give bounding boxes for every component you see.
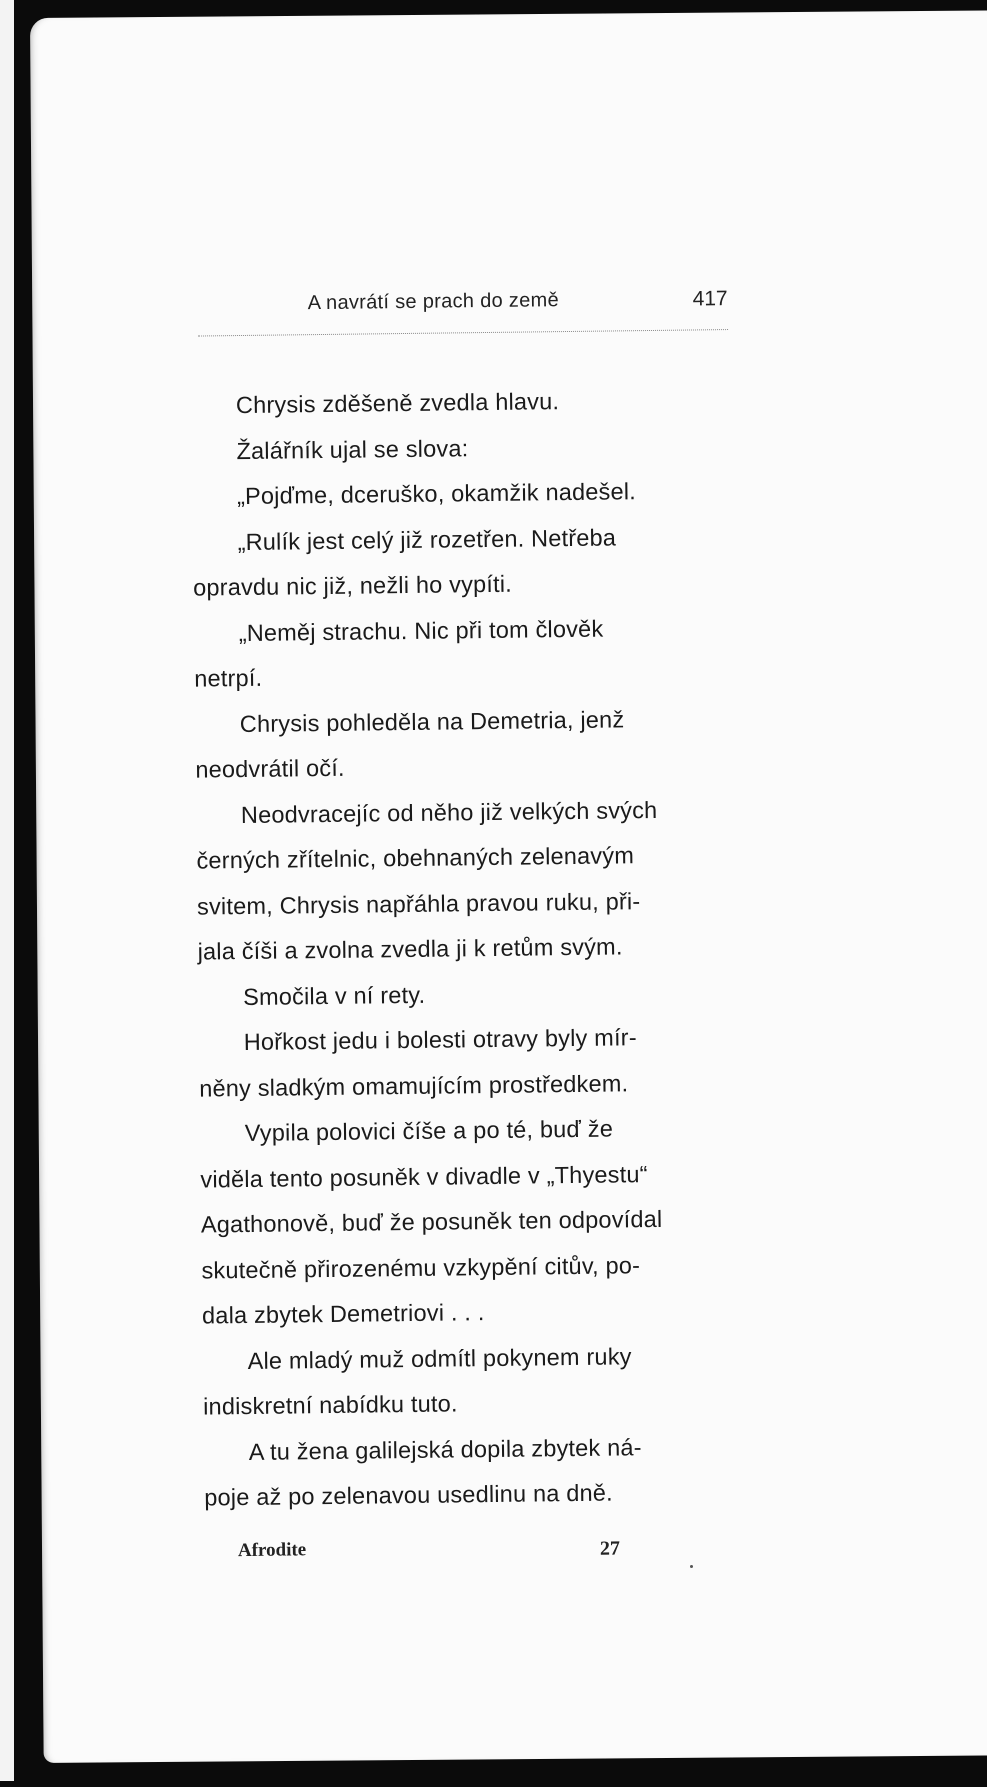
text-line: Neodvracejíc od něho již velkých svých [240,796,658,828]
text-line: „Neměj strachu. Nic při tom člověk [238,615,604,646]
text-line: jala číši a zvolna zvedla ji k retům svým. [197,933,623,965]
paragraph [202,1333,733,1430]
text-line: viděla tento posuněk v divadle v „Thyestu“ [200,1160,648,1193]
paragraph [191,377,722,429]
page-header [198,287,728,327]
text-line: poje až po zelenavou usedlinu na dně. [204,1479,613,1511]
text-line: indiskretní nabídku tuto. [203,1390,458,1420]
page-footer [238,1535,688,1570]
text-line: skutečně přirozenému vzkypění citův, po- [201,1251,641,1284]
text-line: A tu žena galilejská dopila zbytek ná- [248,1433,642,1465]
paragraph [203,1424,734,1521]
paragraph [196,787,728,975]
paragraph [193,605,724,702]
text-line: Žalářník ujal se slova: [236,434,469,464]
header-rule [198,329,728,336]
paragraph [198,1014,729,1111]
body-text [191,377,735,1521]
text-line: dala zbytek Demetriovi . . . [201,1299,485,1329]
text-line: „Pojďme, dceruško, okamžik nadešel. [236,478,637,510]
text-line: černých zřítelnic, obehnaných zelenavým [196,842,635,874]
text-line: Vypila polovici číše a po té, buď že [244,1115,614,1147]
paragraph [198,969,729,1021]
paragraph [191,423,722,475]
page-number: 417 [692,287,728,311]
text-line: svitem, Chrysis napřáhla pravou ruku, při- [196,887,641,920]
text-line: Hořkost jedu i bolesti otravy byly mír- [243,1024,637,1056]
text-line: „Rulík jest celý již rozetřen. Netřeba [237,523,617,555]
running-title: A navrátí se prach do země [307,289,560,315]
signature-mark: Afrodite [237,1539,307,1562]
text-line: Chrysis zděšeně zvedla hlavu. [235,388,560,419]
text-line: neodvrátil očí. [195,754,345,783]
text-line: opravdu nic již, nežli ho vypíti. [193,570,513,601]
text-line: Smočila v ní rety. [243,981,426,1010]
sheet-number: 27 [599,1537,621,1560]
paragraph [200,1105,733,1339]
speck-mark [690,1565,693,1568]
text-line: netrpí. [194,664,263,692]
text-line: Agathonově, buď že posuněk ten odpovídal [200,1205,663,1238]
paragraph [192,468,723,520]
text-line: Chrysis pohleděla na Demetria, jenž [239,705,625,737]
paragraph [195,696,726,793]
paragraph [192,514,723,611]
text-line: Ale mladý muž odmítl pokynem ruky [247,1342,632,1374]
text-line: něny sladkým omamujícím prostředkem. [199,1069,629,1102]
